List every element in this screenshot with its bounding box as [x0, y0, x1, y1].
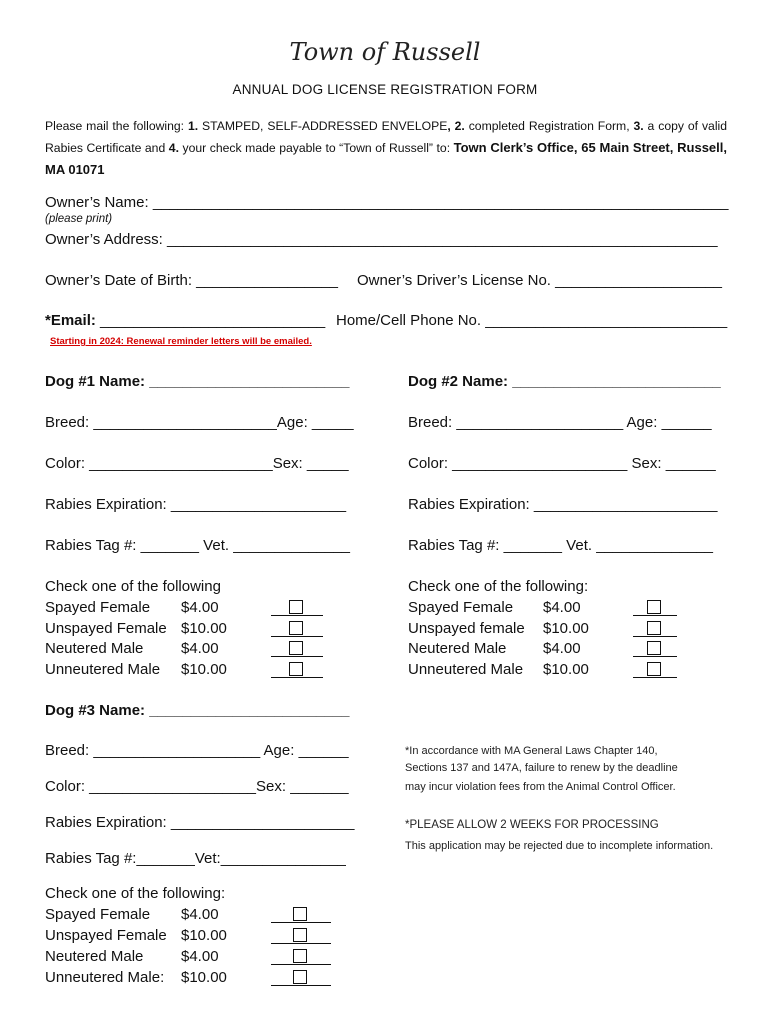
dog3-option-checkbox[interactable]: [293, 907, 307, 921]
dog1-check-title: Check one of the following: [45, 578, 221, 595]
dog1-option-underline: [271, 677, 323, 678]
dog1-option-checkbox[interactable]: [289, 600, 303, 614]
dog2-option-price: $4.00: [543, 599, 581, 616]
dog1-option-label: Unspayed Female: [45, 619, 167, 637]
instr-t3: a copy of valid Rabies Certificate and: [45, 119, 728, 155]
dog1-color-field[interactable]: Color: ______________________Sex: _____: [45, 455, 349, 472]
email-label: *Email:: [45, 312, 96, 329]
dog2-rabies-exp-field[interactable]: Rabies Expiration: ______________________: [408, 496, 718, 513]
dog3-option-checkbox[interactable]: [293, 928, 307, 942]
dog2-option-label: Spayed Female: [408, 599, 514, 616]
law-note-line3: may incur violation fees from the Animal Control Officer.: [405, 781, 676, 793]
dog2-check-title: Check one of the following:: [408, 578, 589, 595]
instr-n1: 1.: [187, 119, 199, 133]
dog2-option-underline: [633, 615, 677, 616]
dog3-option-checkbox[interactable]: [293, 949, 307, 963]
dog1-option-label: Spayed Female: [45, 599, 151, 616]
dog2-option-label: Unspayed female: [408, 619, 525, 637]
instr-n2: , 2.: [447, 119, 465, 133]
dog1-option-checkbox[interactable]: [289, 662, 303, 676]
rejection-note: This application may be rejected due to incomplete information.: [405, 840, 714, 852]
instr-t2: completed Registration Form,: [464, 119, 634, 133]
email-field[interactable]: [45, 312, 325, 329]
dog3-option-underline: [271, 943, 331, 944]
dog2-option-price: $4.00: [543, 640, 581, 657]
dog2-option-checkbox[interactable]: [647, 641, 661, 655]
dog1-breed-field[interactable]: Breed: ______________________Age: _____: [45, 414, 354, 431]
dog2-color-field[interactable]: Color: _____________________ Sex: ______: [408, 455, 716, 472]
dog3-breed-field[interactable]: Breed: ____________________ Age: ______: [45, 742, 349, 759]
dog1-option-label: Neutered Male: [45, 640, 144, 657]
dog2-option-underline: [633, 636, 677, 637]
owner-dob-field[interactable]: Owner’s Date of Birth: _________________: [45, 272, 338, 289]
dog2-rabies-tag-field[interactable]: Rabies Tag #: _______ Vet. ______________: [408, 537, 713, 554]
dog2-option-underline: [633, 656, 677, 657]
dog3-option-price: $10.00: [181, 969, 227, 986]
owner-name-field[interactable]: Owner’s Name: _____________________________________________________________________: [45, 194, 729, 211]
law-note-line2: Sections 137 and 147A, failure to renew by the deadline: [405, 762, 678, 774]
instr-n4: 4.: [168, 141, 179, 155]
form-title: ANNUAL DOG LICENSE REGISTRATION FORM: [232, 82, 538, 97]
instr-lead: Please mail the following:: [45, 119, 188, 133]
instr-n3: 3.: [633, 119, 644, 133]
dog1-option-underline: [271, 656, 323, 657]
dog1-option-underline: [271, 615, 323, 616]
dog3-color-field[interactable]: Color: ____________________Sex: _______: [45, 778, 349, 795]
dog3-option-price: $4.00: [181, 906, 219, 923]
dog3-option-label: Unspayed Female: [45, 927, 167, 944]
dog1-rabies-tag-field[interactable]: Rabies Tag #: _______ Vet. ______________: [45, 537, 350, 554]
dog1-option-checkbox[interactable]: [289, 621, 303, 635]
dog2-option-label: Unneutered Male: [408, 660, 524, 678]
dog3-option-label: Unneutered Male:: [45, 969, 165, 986]
owner-license-field[interactable]: Owner’s Driver’s License No. ____________________: [357, 272, 722, 289]
dog1-option-checkbox[interactable]: [289, 641, 303, 655]
dog2-name-field[interactable]: Dog #2 Name: _________________________: [408, 373, 721, 390]
mailing-instructions: [45, 116, 727, 181]
dog3-option-price: $10.00: [181, 927, 227, 944]
dog3-option-underline: [271, 985, 331, 986]
owner-address-field[interactable]: Owner’s Address: __________________________________________________________________: [45, 231, 718, 248]
instr-t4: your check made payable to “Town of Russell” to:: [178, 141, 454, 155]
renewal-note: Starting in 2024: Renewal reminder letters will be emailed.: [50, 336, 312, 347]
law-note-line1: *In accordance with MA General Laws Chapter 140,: [405, 745, 658, 757]
dog1-rabies-exp-field[interactable]: Rabies Expiration: _____________________: [45, 496, 347, 513]
dog2-option-price: $10.00: [543, 660, 589, 678]
dog3-rabies-exp-field[interactable]: Rabies Expiration: ______________________: [45, 814, 355, 831]
instr-t1: STAMPED, SELF-ADDRESSED ENVELOPE: [198, 119, 448, 133]
clerk-address: Town Clerk’s Office, 65 Main Street, Russell, MA 01071: [45, 140, 728, 177]
dog2-option-underline: [633, 677, 677, 678]
dog2-breed-field[interactable]: Breed: ____________________ Age: ______: [408, 414, 712, 431]
dog3-option-label: Spayed Female: [45, 906, 151, 923]
dog1-option-price: $10.00: [181, 619, 227, 637]
dog1-option-price: $10.00: [181, 660, 227, 678]
dog2-option-label: Neutered Male: [408, 640, 507, 657]
dog3-option-label: Neutered Male: [45, 948, 144, 965]
dog2-option-checkbox[interactable]: [647, 621, 661, 635]
dog3-option-underline: [271, 922, 331, 923]
dog3-option-price: $4.00: [181, 948, 219, 965]
dog3-rabies-tag-field[interactable]: Rabies Tag #:_______Vet:_______________: [45, 850, 346, 867]
dog2-option-price: $10.00: [543, 619, 589, 637]
processing-note: *PLEASE ALLOW 2 WEEKS FOR PROCESSING: [405, 819, 659, 831]
dog3-check-title: Check one of the following:: [45, 885, 226, 902]
dog2-option-checkbox[interactable]: [647, 600, 661, 614]
dog2-option-checkbox[interactable]: [647, 662, 661, 676]
dog1-name-field[interactable]: Dog #1 Name: ________________________: [45, 373, 350, 390]
please-print-hint: (please print): [45, 213, 113, 225]
email-line: ___________________________: [95, 312, 326, 329]
dog3-option-underline: [271, 964, 331, 965]
dog3-option-checkbox[interactable]: [293, 970, 307, 984]
dog1-option-label: Unneutered Male: [45, 660, 161, 678]
town-title: Town of Russell: [289, 38, 481, 66]
phone-field[interactable]: Home/Cell Phone No. _____________________________: [336, 312, 728, 329]
dog3-name-field[interactable]: Dog #3 Name: ________________________: [45, 702, 350, 719]
dog1-option-underline: [271, 636, 323, 637]
dog1-option-price: $4.00: [181, 599, 219, 616]
dog1-option-price: $4.00: [181, 640, 219, 657]
